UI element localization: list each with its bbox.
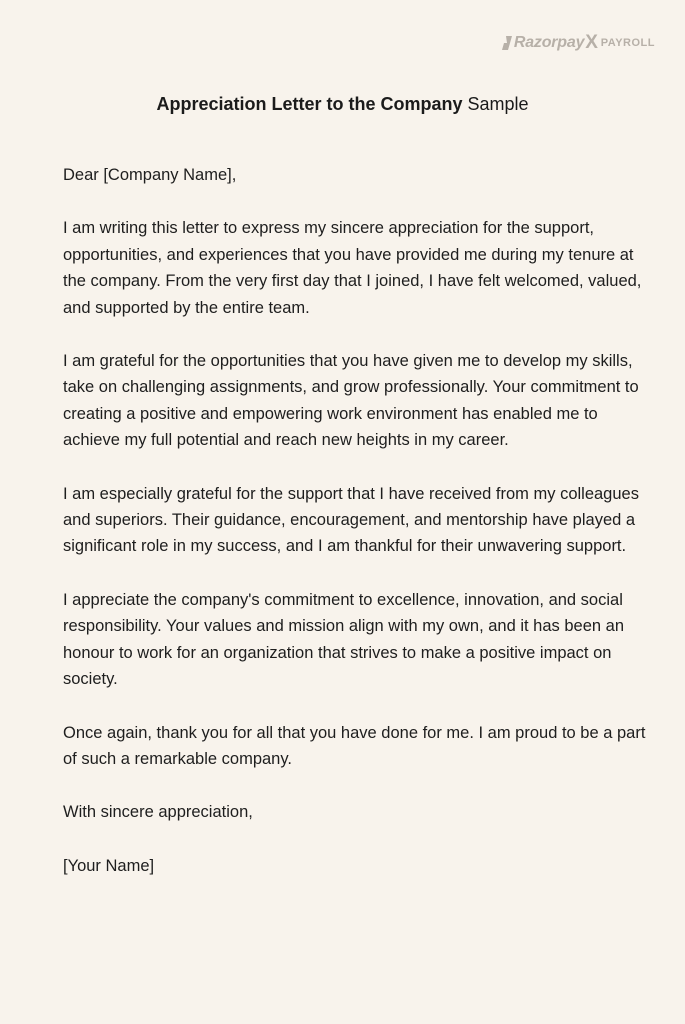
letter-paragraph-3: I am especially grateful for the support that I have received from my colleagues and superiors. Their guidance, encouragement, and mentorship have played a significant role in my success, and I am thankful for their unwavering support.: [63, 484, 639, 556]
letter-body: [63, 162, 648, 906]
title-suffix: Sample: [467, 94, 529, 114]
salutation: Dear [Company Name],: [63, 166, 237, 184]
razorpay-logo: [502, 32, 601, 54]
product-name: PAYROLL: [600, 37, 655, 49]
signature: [Your Name]: [63, 856, 155, 875]
letter-paragraph-4: I appreciate the company's commitment to excellence, innovation, and social responsibility. Your values and mission align with my own, and it has been an honour to work for an organization that strives to make a positive impact on society.: [63, 590, 625, 689]
logo-text: Razorpay: [513, 34, 585, 51]
razorpay-mark-icon: [502, 36, 512, 50]
title-main: Appreciation Letter to the Company: [156, 94, 463, 114]
letter-paragraph-5: Once again, thank you for all that you have done for me. I am proud to be a part of such a remarkable company.: [63, 723, 646, 768]
closing: With sincere appreciation,: [63, 803, 253, 822]
letter-paragraph-1: I am writing this letter to express my sincere appreciation for the support, opportunities, and experiences that you have provided me during my tenure at the company. From the very first day that I joined, I have felt welcomed, valued, and supported by the entire team.: [63, 219, 642, 317]
razorpayx-payroll-logo: [502, 32, 655, 54]
letter-paragraph-2: I am grateful for the opportunities that you have given me to develop my skills, take on challenging assignments, and grow professionally. Your commitment to creating a positive and empowering work environment has enabled me to achieve my full potential and reach new heights in my career.: [63, 352, 639, 450]
logo-x: X: [585, 32, 598, 53]
page-title: [0, 92, 685, 116]
